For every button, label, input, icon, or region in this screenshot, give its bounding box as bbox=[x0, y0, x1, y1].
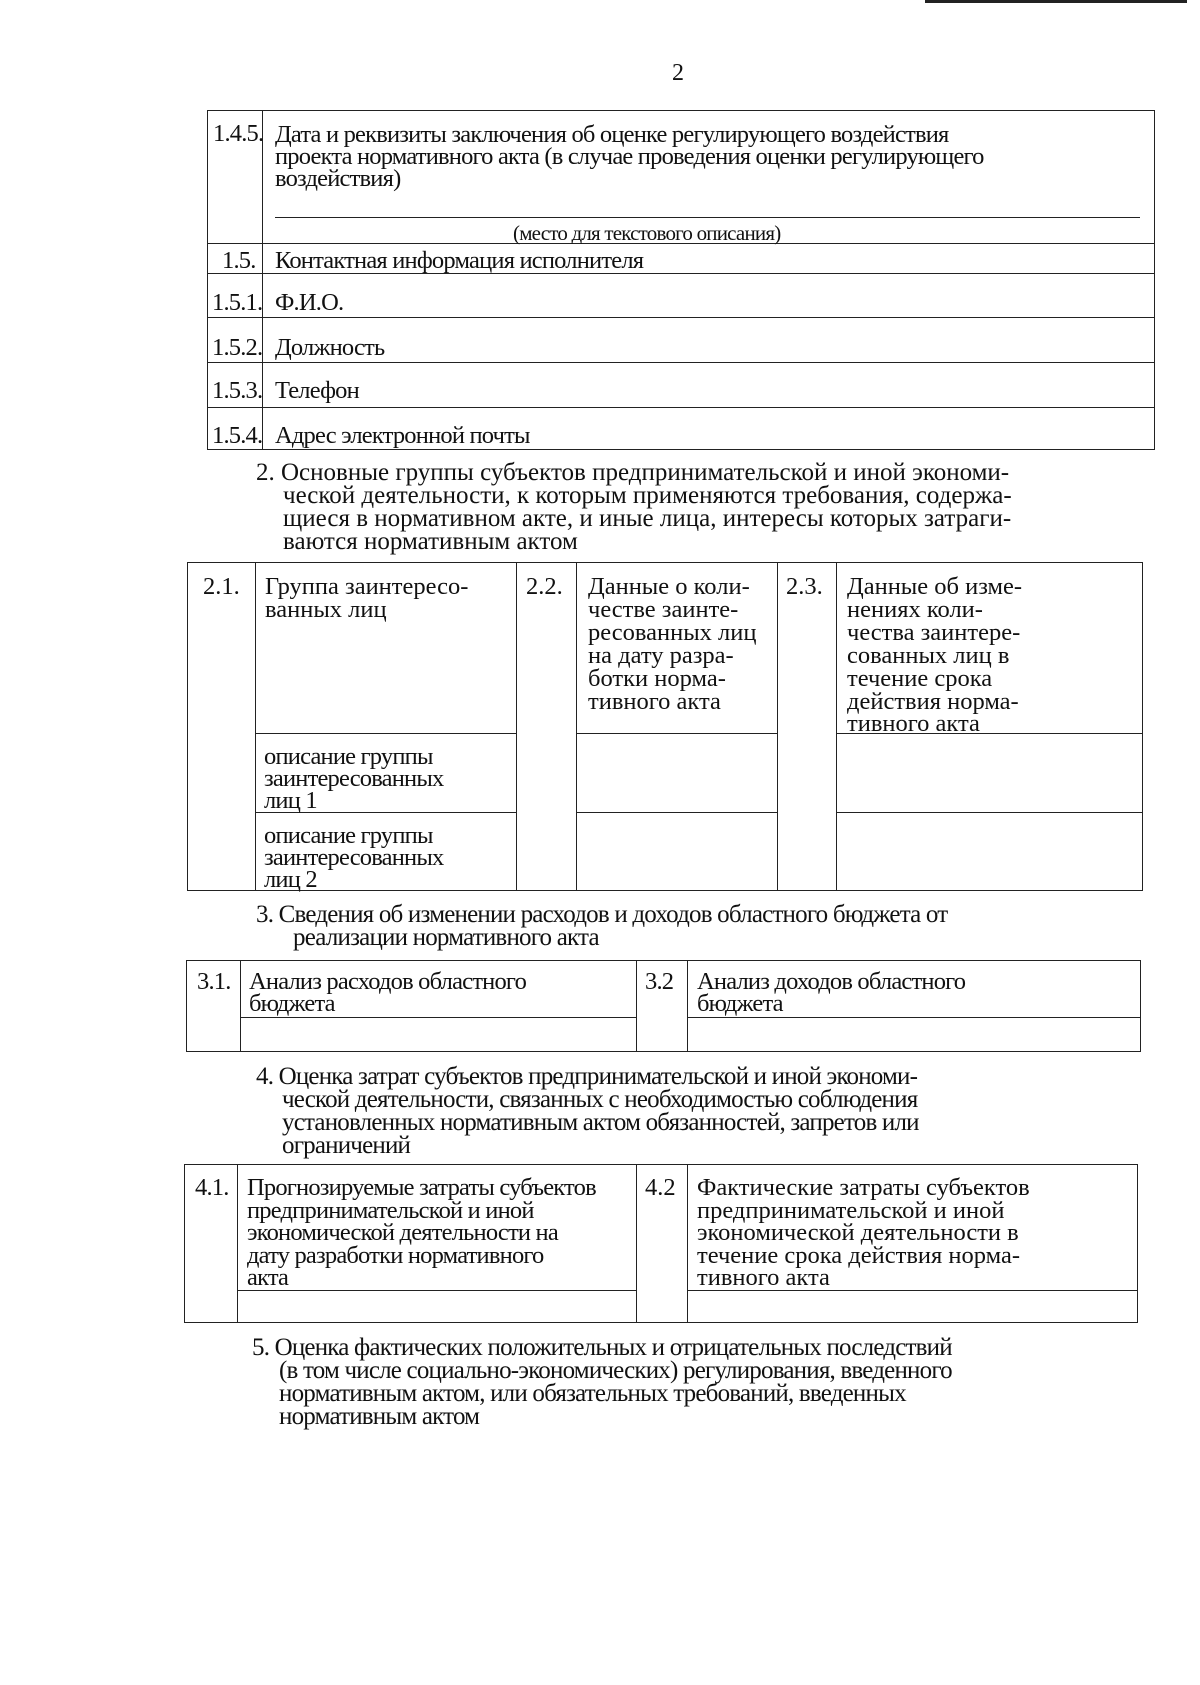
col-number: 4.1. bbox=[195, 1174, 229, 1201]
row-number: 1.5.4. bbox=[212, 422, 263, 449]
col-header-line: тивного акта bbox=[588, 688, 721, 715]
heading-line: щиеся в нормативном акте, и иные лица, интересы которых затраги- bbox=[283, 505, 1012, 532]
row-divider bbox=[255, 733, 516, 734]
row-number: 1.4.5. bbox=[213, 120, 264, 147]
col-divider bbox=[240, 960, 241, 1052]
col-number: 2.2. bbox=[526, 573, 563, 600]
col-header-line: бюджета bbox=[249, 990, 335, 1017]
row-divider bbox=[687, 1017, 1141, 1018]
actual-costs-field[interactable] bbox=[689, 1292, 1136, 1321]
group-description-line: лиц 1 bbox=[264, 787, 317, 814]
heading-line: ческой деятельности, связанных с необходимостью соблюдения bbox=[282, 1086, 918, 1113]
expenses-analysis-field[interactable] bbox=[242, 1019, 634, 1050]
heading-line: 5. Оценка фактических положительных и отрицательных последствий bbox=[252, 1334, 952, 1361]
heading-line: установленных нормативным актом обязанностей, запретов или bbox=[282, 1109, 919, 1136]
col-header-line: Данные о коли- bbox=[588, 573, 750, 600]
col-header-line: предпринимательской и иной bbox=[247, 1197, 534, 1224]
row-label-line: проекта нормативного акта (в случае проведения оценки регулирующего bbox=[275, 143, 984, 170]
heading-line: нормативным актом bbox=[279, 1403, 480, 1430]
col-number: 2.3. bbox=[786, 573, 823, 600]
col-header-line: предпринимательской и иной bbox=[697, 1197, 1005, 1224]
top-rule bbox=[925, 0, 1187, 3]
row-label-line: воздействия) bbox=[275, 165, 401, 192]
heading-line: 4. Оценка затрат субъектов предпринимательской и иной экономи- bbox=[256, 1063, 918, 1090]
col-header-line: Анализ расходов областного bbox=[249, 968, 527, 995]
col-header-line: ресованных лиц bbox=[588, 619, 757, 646]
heading-line: (в том числе социально-экономических) регулирования, введенного bbox=[279, 1357, 952, 1384]
row-divider bbox=[576, 812, 777, 813]
field-caption: (место для текстового описания) bbox=[513, 221, 781, 245]
col-number: 2.1. bbox=[203, 573, 240, 600]
col-header-line: сованных лиц в bbox=[847, 642, 1010, 669]
col-header-line: ботки норма- bbox=[588, 665, 726, 692]
col-header-line: честве заинте- bbox=[588, 596, 739, 623]
col-header-line: тивного акта bbox=[697, 1264, 830, 1291]
page-number: 2 bbox=[672, 60, 684, 86]
heading-line: ческой деятельности, к которым применяются требования, содержа- bbox=[283, 482, 1012, 509]
row-number: 1.5.1. bbox=[212, 289, 263, 316]
revenues-analysis-field[interactable] bbox=[689, 1019, 1139, 1050]
col-header-line: Анализ доходов областного bbox=[697, 968, 966, 995]
col-header-line: течение срока bbox=[847, 665, 993, 692]
row-number: 1.5.2. bbox=[212, 334, 263, 361]
col-divider bbox=[636, 1164, 637, 1323]
col-header-line: течение срока действия норма- bbox=[697, 1242, 1021, 1269]
heading-line: ваются нормативным актом bbox=[283, 528, 578, 555]
heading-line: 2. Основные группы субъектов предпринимательской и иной экономи- bbox=[256, 459, 1010, 486]
row-label: Ф.И.О. bbox=[275, 289, 344, 316]
col-header-line: на дату разра- bbox=[588, 642, 734, 669]
col-header-line: акта bbox=[247, 1264, 289, 1291]
row-divider bbox=[207, 317, 1155, 318]
forecast-costs-field[interactable] bbox=[239, 1292, 634, 1321]
group-description-line: описание группы bbox=[264, 822, 433, 849]
group-description-line: лиц 2 bbox=[264, 866, 317, 893]
row-label-line: Дата и реквизиты заключения об оценке регулирующего воздействия bbox=[275, 121, 949, 148]
col-divider bbox=[636, 960, 637, 1052]
col-divider bbox=[237, 1164, 238, 1323]
group-description-line: описание группы bbox=[264, 743, 433, 770]
text-entry-line[interactable] bbox=[275, 217, 1140, 218]
col-number: 4.2 bbox=[645, 1174, 676, 1201]
col-header-line: Прогнозируемые затраты субъектов bbox=[247, 1174, 596, 1201]
col-header-line: ванных лиц bbox=[265, 596, 387, 623]
col-number: 3.1. bbox=[197, 968, 231, 995]
col-header-line: чества заинтере- bbox=[847, 619, 1021, 646]
col-header-line: экономической деятельности на bbox=[247, 1219, 558, 1246]
col-divider bbox=[836, 562, 837, 891]
row-divider bbox=[207, 407, 1155, 408]
row-divider bbox=[576, 733, 777, 734]
col-divider bbox=[516, 562, 517, 891]
col-divider bbox=[687, 960, 688, 1052]
row-label: Контактная информация исполнителя bbox=[275, 247, 644, 274]
row-divider bbox=[237, 1290, 636, 1291]
row-divider bbox=[240, 1017, 636, 1018]
group-description-line: заинтересованных bbox=[264, 765, 444, 792]
heading-line: ограничений bbox=[282, 1132, 411, 1159]
col-header-line: действия норма- bbox=[847, 688, 1019, 715]
heading-line: реализации нормативного акта bbox=[293, 924, 599, 951]
col-number: 3.2 bbox=[645, 968, 674, 995]
col-header-line: Фактические затраты субъектов bbox=[697, 1174, 1030, 1201]
col-header-line: Группа заинтересо- bbox=[265, 573, 469, 600]
row-number: 1.5. bbox=[222, 247, 256, 274]
col-header-line: экономической деятельности в bbox=[697, 1219, 1019, 1246]
col-divider bbox=[576, 562, 577, 891]
col-header-line: нениях коли- bbox=[847, 596, 983, 623]
col-header-line: Данные об изме- bbox=[847, 573, 1023, 600]
heading-line: нормативным актом, или обязательных требований, введенных bbox=[279, 1380, 906, 1407]
row-number: 1.5.3. bbox=[212, 377, 263, 404]
group-description-line: заинтересованных bbox=[264, 844, 444, 871]
col-divider bbox=[687, 1164, 688, 1323]
row-divider bbox=[836, 812, 1143, 813]
col-divider bbox=[255, 562, 256, 891]
row-divider bbox=[207, 362, 1155, 363]
col-header-line: дату разработки нормативного bbox=[247, 1242, 544, 1269]
col-header-line: тивного акта bbox=[847, 710, 980, 737]
col-divider bbox=[777, 562, 778, 891]
row-label: Должность bbox=[275, 334, 385, 361]
row-label: Адрес электронной почты bbox=[275, 422, 530, 449]
col-header-line: бюджета bbox=[697, 990, 783, 1017]
row-label: Телефон bbox=[275, 377, 359, 404]
heading-line: 3. Сведения об изменении расходов и доходов областного бюджета от bbox=[256, 901, 948, 928]
